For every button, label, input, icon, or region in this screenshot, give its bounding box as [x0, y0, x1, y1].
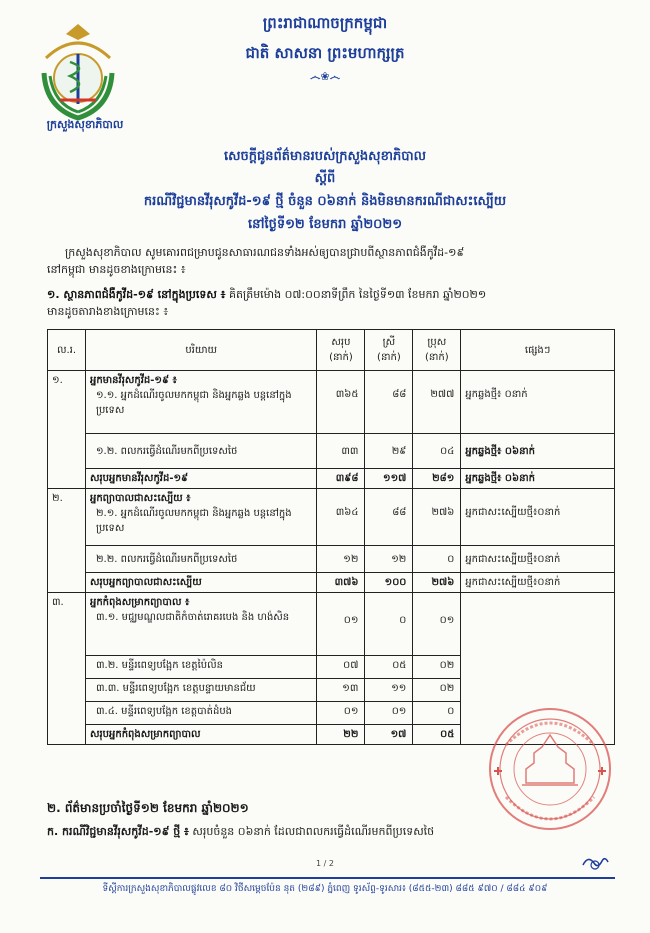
- cell-other: អ្នកឆ្លងថ្មី៖ ០៦នាក់: [461, 469, 615, 489]
- cell-other: អ្នកជាសះស្បើយថ្មី៖០នាក់: [461, 546, 615, 573]
- cell-total: ០១: [317, 593, 365, 656]
- header-female: ស្រី (នាក់): [365, 330, 413, 371]
- table-row: [48, 546, 615, 573]
- group-number: ៣.: [48, 593, 86, 745]
- doc-subject: ករណីវិជ្ជមានវីរុសកូវីដ-១៩ ថ្មី ចំនួន ០៦នាក់ និងមិនមានករណីជាសះស្បើយ: [143, 194, 507, 209]
- cell-male: ០៥: [413, 725, 461, 745]
- row-desc: សរុបអ្នកកំពុងសម្រាកព្យាបាល: [85, 725, 316, 745]
- row-desc: [85, 593, 316, 656]
- row-desc: [85, 371, 316, 434]
- section-2-item-a: [47, 823, 607, 840]
- cell-total: ៣៦៤: [317, 489, 365, 546]
- group-title: អ្នកកំពុងសម្រាកព្យាបាល ៖: [89, 597, 190, 608]
- section-2-title: ២. ព័ត៌មានប្រចាំថ្ងៃទី១២ ខែមករា ឆ្នាំ២០២១: [47, 801, 249, 815]
- section-1: [47, 286, 607, 320]
- cell-total: ៣៩៨: [317, 469, 365, 489]
- intro-line-2: នៅកម្ពុជា មានដូចខាងក្រោមនេះ ៖: [47, 263, 186, 276]
- table-summary-row: [48, 573, 615, 593]
- row-desc-text: ២.១. អ្នកដំណើរចូលមកកម្ពុជា និងអ្នកឆ្លង បន្តនៅក្នុងប្រទេស: [95, 508, 292, 534]
- caduceus-emblem-icon: [32, 18, 124, 123]
- cell-total: ១២: [317, 546, 365, 573]
- cell-male: ០២: [413, 656, 461, 679]
- cell-total: ២២: [317, 725, 365, 745]
- cell-total: ០១: [317, 702, 365, 725]
- header-total: សរុប (នាក់): [317, 330, 365, 371]
- row-desc: ៣.៣. មន្ទីរពេទ្យបង្អែក ខេត្តបន្ទាយមានជ័យ: [85, 679, 316, 702]
- cell-total: ៣៣: [317, 434, 365, 469]
- cell-female: ១២: [365, 546, 413, 573]
- section-1-line-2: មានដូចតារាងខាងក្រោមនេះ ៖: [47, 305, 169, 318]
- table-row: [48, 371, 615, 434]
- cell-female: ៨៨: [365, 489, 413, 546]
- section-1-title: ១. ស្ថានភាពជំងឺកូវីដ-១៩ នៅក្នុងប្រទេស ៖: [47, 288, 226, 301]
- cell-male: ២៧៧: [413, 371, 461, 434]
- group-number: ២.: [48, 489, 86, 593]
- item-a-label: ក. ករណីវិជ្ជមានវីរុសកូវីដ-១៩ ថ្មី ៖: [47, 825, 189, 838]
- cell-other: អ្នកជាសះស្បើយថ្មី៖០នាក់: [461, 573, 615, 593]
- cell-male: ០៤: [413, 434, 461, 469]
- table-summary-row: [48, 469, 615, 489]
- cell-total: ៣៧៦: [317, 573, 365, 593]
- header-no: ល.រ.: [48, 330, 86, 371]
- group-title: អ្នកព្យាបាលជាសះស្បើយ ៖: [89, 493, 191, 504]
- row-desc: ១.២. ពលករធ្វើដំណើរមកពីប្រទេសថៃ: [85, 434, 316, 469]
- cell-other: អ្នកជាសះស្បើយថ្មី៖០នាក់: [461, 489, 615, 546]
- doc-date: នៅថ្ងៃទី១២ ខែមករា ឆ្នាំ២០២១: [247, 217, 403, 232]
- motto-heading: ជាតិ សាសនា ព្រះមហាក្សត្រ: [245, 44, 405, 62]
- doc-title: សេចក្តីជូនព័ត៌មានរបស់ក្រសួងសុខាភិបាល: [224, 149, 426, 164]
- ornament: ෴❀෴: [309, 70, 341, 83]
- table-row: [48, 489, 615, 546]
- cell-female: ០: [365, 593, 413, 656]
- cell-female: ១១៧: [365, 469, 413, 489]
- kingdom-heading: ព្រះរាជាណាចក្រកម្ពុជា: [262, 14, 388, 32]
- cell-male: ២៧៦: [413, 573, 461, 593]
- footer-address: ទីស្តីការក្រសួងសុខាភិបាលផ្លូវលេខ ៨០ វិថីសម្ដេចប៉ែន នុត (២៨៩) ភ្នំពេញ ទូរស័ព្ទ-ទូរសារ៖ (៨៥៥-២៣) ៨៨៥ ៩៧០ / ៨៨៤ ៩០៩: [102, 884, 548, 894]
- row-desc-text: ៣.១. មជ្ឈមណ្ឌលជាតិកំចាត់រោគរបេង និង ហង់សិន: [95, 612, 290, 623]
- section-1-text: គិតត្រឹមម៉ោង ០៧:០០នាទីព្រឹក នៃថ្ងៃទី១៣ ខែមករា ឆ្នាំ២០២១: [225, 288, 487, 301]
- cell-female: ២៩: [365, 434, 413, 469]
- cell-female: ១៧: [365, 725, 413, 745]
- cell-total: ០៧: [317, 656, 365, 679]
- cell-total: ១៣: [317, 679, 365, 702]
- cell-other: អ្នកឆ្លងថ្មី៖ ០នាក់: [461, 371, 615, 434]
- covid-stats-table: [47, 329, 615, 745]
- cell-male: ០: [413, 546, 461, 573]
- row-desc: ៣.៤. មន្ទីរពេទ្យបង្អែក ខេត្តបាត់ដំបង: [85, 702, 316, 725]
- row-desc-text: ១.១. អ្នកដំណើរចូលមកកម្ពុជា និងអ្នកឆ្លង បន្តនៅក្នុងប្រទេស: [95, 390, 292, 416]
- group-title: អ្នកមានវីរុសកូវីដ-១៩ ៖: [89, 375, 177, 386]
- item-a-text: សរុបចំនួន ០៦នាក់ ដែលជាពលករធ្វើដំណើរមកពីប្រទេសថៃ: [188, 825, 435, 838]
- doc-title-about: ស្តីពី: [314, 171, 336, 186]
- row-desc: សរុបអ្នកមានវីរុសកូវីដ-១៩: [85, 469, 316, 489]
- table-row: [48, 434, 615, 469]
- row-desc: ៣.២. មន្ទីរពេទ្យបង្អែក ខេត្តប៉ៃលិន: [85, 656, 316, 679]
- row-desc: ២.២. ពលករធ្វើដំណើរមកពីប្រទេសថៃ: [85, 546, 316, 573]
- cell-male: ២៨១: [413, 469, 461, 489]
- ministry-name: ក្រសួងសុខាភិបាល: [46, 118, 124, 131]
- cell-male: ២៧៦: [413, 489, 461, 546]
- group-number: ១.: [48, 371, 86, 489]
- row-desc: [85, 489, 316, 546]
- cell-female: ០១: [365, 702, 413, 725]
- footer-divider: [40, 877, 615, 879]
- cell-other: អ្នកឆ្លងថ្មី៖ ០៦នាក់: [461, 434, 615, 469]
- cell-male: ០១: [413, 593, 461, 656]
- page-number: 1 / 2: [316, 859, 334, 868]
- cell-female: ០៥: [365, 656, 413, 679]
- intro-line-1: ក្រសួងសុខាភិបាល សូមគោរពជម្រាបជូនសាធារណជនទាំងអស់ឲ្យបានជ្រាបពីស្ថានភាពជំងឺកូវីដ-១៩: [65, 246, 465, 259]
- header-male: ប្រុស (នាក់): [413, 330, 461, 371]
- cell-male: ០២: [413, 679, 461, 702]
- header-other: ផ្សេងៗ: [461, 330, 615, 371]
- table-row: [48, 593, 615, 656]
- cell-female: ៨៨: [365, 371, 413, 434]
- table-header-row: [48, 330, 615, 371]
- cell-female: ១០០: [365, 573, 413, 593]
- header-desc: បរិយាយ: [85, 330, 316, 371]
- cell-male: ០: [413, 702, 461, 725]
- intro-paragraph: [47, 244, 607, 278]
- cell-female: ១១: [365, 679, 413, 702]
- row-desc: សរុបអ្នកព្យាបាលជាសះស្បើយ: [85, 573, 316, 593]
- cell-total: ៣៦៥: [317, 371, 365, 434]
